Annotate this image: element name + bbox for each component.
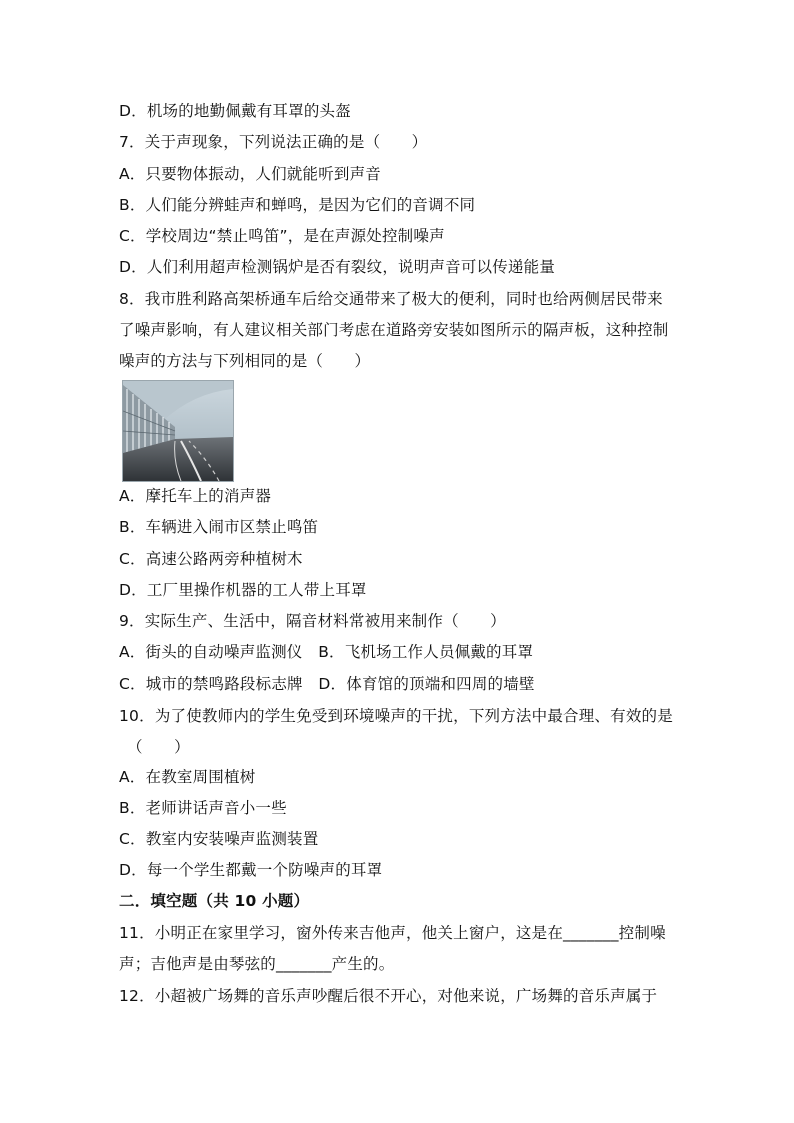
- q6-option-d: D．机场的地勤佩戴有耳罩的头盔: [119, 102, 351, 120]
- q11-stem-line1: 11．小明正在家里学习，窗外传来吉他声，他关上窗户，这是在_______控制噪: [119, 924, 666, 942]
- q8-stem-line3: 噪声的方法与下列相同的是（ ）: [119, 352, 371, 370]
- q8-option-a: A．摩托车上的消声器: [119, 487, 272, 505]
- sound-barrier-photo: [122, 380, 234, 482]
- q12-stem-line1: 12．小超被广场舞的音乐声吵醒后很不开心，对他来说，广场舞的音乐声属于: [119, 987, 658, 1005]
- q10-stem-line1: 10．为了使教师内的学生免受到环境噪声的干扰，下列方法中最合理、有效的是: [119, 707, 673, 725]
- q7-option-b: B．人们能分辨蛙声和蝉鸣，是因为它们的音调不同: [119, 196, 476, 214]
- section-heading-fill-in: 二．填空题（共 10 小题）: [119, 892, 310, 910]
- q9-stem: 9．实际生产、生活中，隔音材料常被用来制作（ ）: [119, 612, 506, 630]
- q8-option-d: D．工厂里操作机器的工人带上耳罩: [119, 581, 367, 599]
- q9-options-ab: A．街头的自动噪声监测仪 B．飞机场工作人员佩戴的耳罩: [119, 643, 534, 661]
- q8-option-c: C．高速公路两旁种植树木: [119, 550, 303, 568]
- q8-stem-line2: 了噪声影响，有人建议相关部门考虑在道路旁安装如图所示的隔声板，这种控制: [119, 321, 669, 339]
- q10-option-c: C．教室内安装噪声监测装置: [119, 830, 319, 848]
- q7-option-a: A．只要物体振动，人们就能听到声音: [119, 165, 382, 183]
- q7-option-d: D．人们利用超声检测锅炉是否有裂纹，说明声音可以传递能量: [119, 258, 556, 276]
- q10-option-d: D．每一个学生都戴一个防噪声的耳罩: [119, 861, 383, 879]
- q8-stem-line1: 8．我市胜利路高架桥通车后给交通带来了极大的便利，同时也给两侧居民带来: [119, 290, 663, 308]
- q10-stem-line2: （ ）: [127, 738, 190, 756]
- q11-stem-line2: 声；吉他声是由琴弦的_______产生的。: [119, 955, 395, 973]
- q9-options-cd: C．城市的禁鸣路段标志牌 D．体育馆的顶端和四周的墙壁: [119, 675, 535, 693]
- q7-stem: 7．关于声现象，下列说法正确的是（ ）: [119, 133, 428, 151]
- q8-option-b: B．车辆进入闹市区禁止鸣笛: [119, 518, 319, 536]
- q7-option-c: C．学校周边“禁止鸣笛”，是在声源处控制噪声: [119, 227, 445, 245]
- q10-option-b: B．老师讲话声音小一些: [119, 799, 287, 817]
- q10-option-a: A．在教室周围植树: [119, 768, 256, 786]
- sound-barrier-illustration: [123, 381, 233, 481]
